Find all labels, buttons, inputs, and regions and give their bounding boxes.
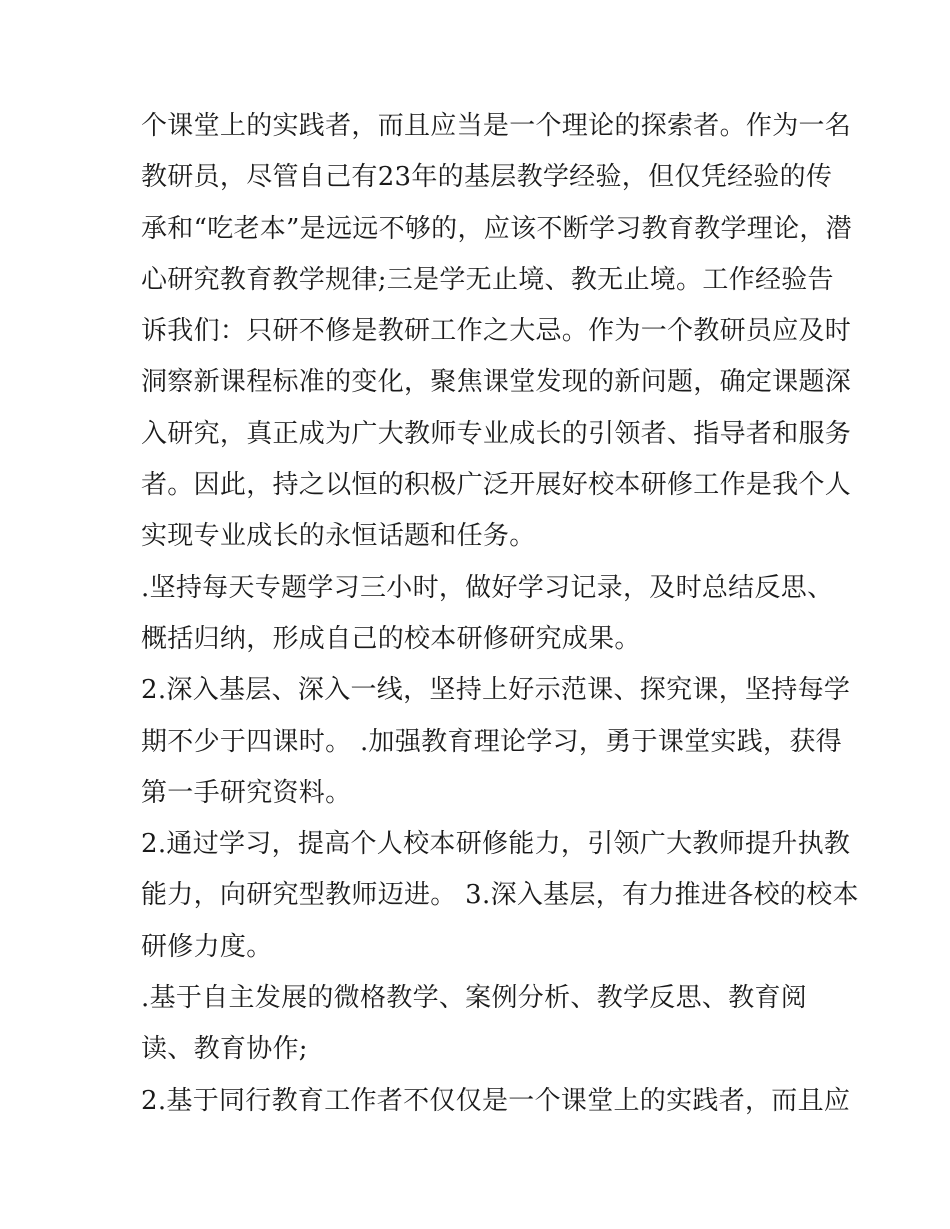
text-line: 研修力度。 xyxy=(141,931,273,962)
text-line: .坚持每天专题学习三小时，做好学习记录，及时总结反思、 xyxy=(141,572,834,603)
text-line: 入研究，真正成为广大教师专业成长的引领者、指导者和服务 xyxy=(141,418,852,449)
text-line: 能力，向研究型教师迈进。 3.深入基层，有力推进各校的校本 xyxy=(141,880,859,911)
text-line: 个课堂上的实践者，而且应当是一个理论的探索者。作为一名 xyxy=(141,111,852,141)
text-line: 2.通过学习，提高个人校本研修能力，引领广大教师提升执教 xyxy=(141,829,851,860)
text-line: .基于自主发展的微格教学、案例分析、教学反思、教育阅 xyxy=(141,983,808,1014)
body-text xyxy=(141,101,859,1127)
text-line: 2.基于同行教育工作者不仅仅是一个课堂上的实践者，而且应 xyxy=(141,1085,851,1116)
text-line: 承和“吃老本”是远远不够的，应该不断学习教育教学理论，潜 xyxy=(141,213,852,244)
text-line: 洞察新课程标准的变化，聚焦课堂发现的新问题，确定课题深 xyxy=(141,367,852,398)
text-line: 第一手研究资料。 xyxy=(141,777,352,808)
text-line: 读、教育协作; xyxy=(141,1034,308,1065)
text-line: 期不少于四课时。 .加强教育理论学习，勇于课堂实践，获得 xyxy=(141,726,842,757)
text-line: 者。因此，持之以恒的积极广泛开展好校本研修工作是我个人 xyxy=(141,470,852,501)
text-line: 2.深入基层、深入一线，坚持上好示范课、探究课，坚持每学 xyxy=(141,675,851,706)
text-line: 概括归纳，形成自己的校本研修研究成果。 xyxy=(141,623,641,654)
text-line: 实现专业成长的永恒话题和任务。 xyxy=(141,521,536,552)
text-line: 诉我们：只研不修是教研工作之大忌。作为一个教研员应及时 xyxy=(141,316,852,347)
text-line: 心研究教育教学规律;三是学无止境、教无止境。工作经验告 xyxy=(141,264,834,295)
text-line: 教研员，尽管自己有23年的基层教学经验，但仅凭经验的传 xyxy=(141,162,833,193)
